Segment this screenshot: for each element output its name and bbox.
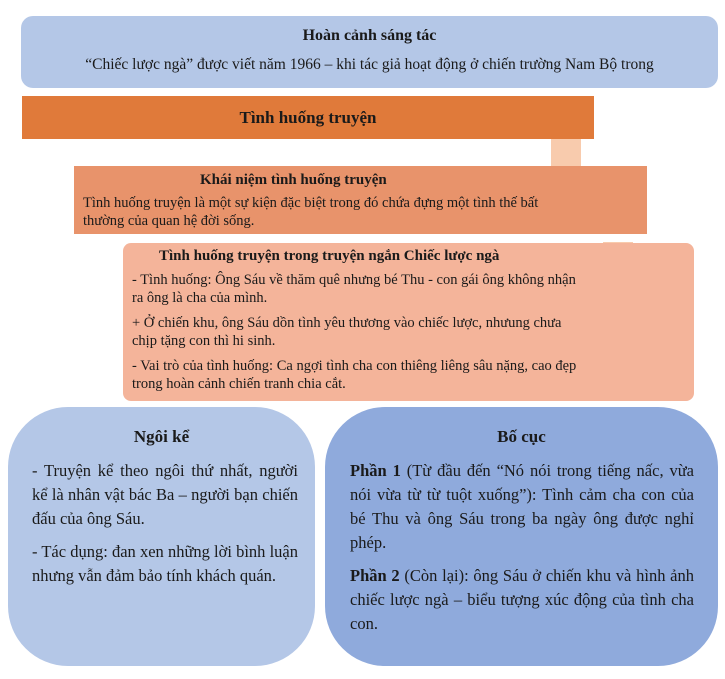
context-title: Hoàn cảnh sáng tác xyxy=(302,27,437,44)
definition-text: Tình huống truyện là một sự kiện đặc biệt trong đó chứa đựng một tình thế bất thường của quan hệ đời sống. xyxy=(83,195,539,229)
layout-box xyxy=(325,407,718,666)
story-situation-item: - Vai trò của tình huống: Ca ngợi tình cha con thiêng liêng sâu nặng, cao đẹp trong hoàn cảnh chiến tranh chia cắt. xyxy=(132,358,577,392)
story-situation-item: + Ở chiến khu, ông Sáu dồn tình yêu thương vào chiếc lược, nhưung chưa chịp tặng con thì hi sinh. xyxy=(132,315,562,349)
point-of-view-item: - Truyện kể theo ngôi thứ nhất, người kể là nhân vật bác Ba – người bạn chiến đấu của ông Sáu. xyxy=(32,461,298,528)
layout-part-2-label: Phần 2 xyxy=(350,566,400,585)
point-of-view-item: - Tác dụng: đan xen những lời bình luận nhưng vẫn đảm bảo tính khách quán. xyxy=(32,542,298,585)
situation-title: Tình huống truyện xyxy=(239,108,377,127)
layout-part-1-label: Phần 1 xyxy=(350,461,401,480)
story-situation-box xyxy=(123,243,694,401)
context-box xyxy=(21,16,718,88)
situation-header xyxy=(22,96,594,139)
definition-title: Khái niệm tình huống truyện xyxy=(200,172,387,188)
layout-part-1-text: (Từ đầu đến “Nó nói trong tiếng nấc, vừa nói vừa từ từ tuột xuống”): Tình cảm cha con của bé Thu và ông Sáu trong ba ngày ông được nghỉ phép. xyxy=(350,461,694,552)
layout-part-2-text: (Còn lại): ông Sáu ở chiến khu và hình ảnh chiếc lược ngà – biểu tượng xúc động của tình cha con. xyxy=(350,566,694,633)
layout-title: Bố cục xyxy=(497,427,546,446)
story-situation-title: Tình huống truyện trong truyện ngắn Chiếc lược ngà xyxy=(159,248,500,264)
layout-part-1 xyxy=(350,459,694,555)
definition-box xyxy=(74,166,647,234)
layout-part-2 xyxy=(350,564,694,636)
point-of-view-title: Ngôi kể xyxy=(133,427,190,446)
story-situation-item: - Tình huống: Ông Sáu về thăm quê nhưng bé Thu - con gái ông không nhận ra ông là cha của mình. xyxy=(132,272,576,306)
context-text: “Chiếc lược ngà” được viết năm 1966 – khi tác giả hoạt động ở chiến trường Nam Bộ trong xyxy=(85,56,654,73)
point-of-view-box xyxy=(8,407,315,666)
